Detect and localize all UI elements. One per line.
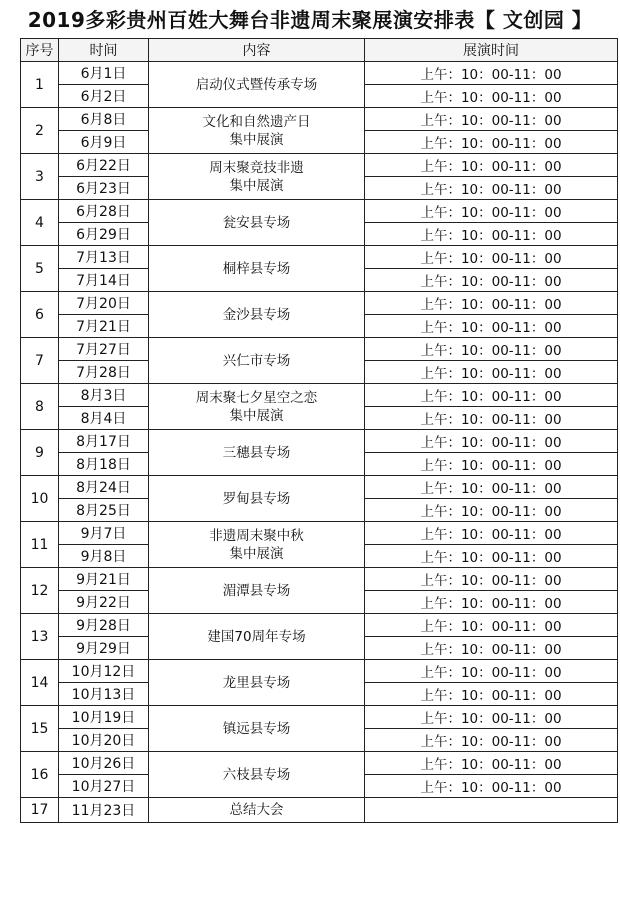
event-content (149, 798, 365, 823)
table-row (21, 108, 618, 131)
event-date: 10月20日 (59, 729, 149, 752)
event-time: 上午：10：00-11：00 (365, 177, 618, 200)
event-time: 上午：10：00-11：00 (365, 338, 618, 361)
event-time: 上午：10：00-11：00 (365, 637, 618, 660)
event-content (149, 522, 365, 568)
event-content (149, 568, 365, 614)
event-date: 7月20日 (59, 292, 149, 315)
event-time: 上午：10：00-11：00 (365, 752, 618, 775)
event-content-line: 文化和自然遗产日 (202, 113, 311, 130)
event-date: 7月21日 (59, 315, 149, 338)
event-date: 6月1日 (59, 62, 149, 85)
event-date: 6月23日 (59, 177, 149, 200)
event-content-line: 周末聚竞技非遗 (209, 159, 304, 176)
table-row (21, 798, 618, 823)
event-content (149, 384, 365, 430)
table-row (21, 200, 618, 223)
table-row (21, 568, 618, 591)
schedule-table-wrapper (20, 38, 618, 823)
event-content (149, 62, 365, 108)
header-content: 内容 (149, 39, 365, 62)
event-time: 上午：10：00-11：00 (365, 131, 618, 154)
event-date: 6月2日 (59, 85, 149, 108)
schedule-table (20, 38, 618, 823)
event-date: 7月27日 (59, 338, 149, 361)
event-time: 上午：10：00-11：00 (365, 361, 618, 384)
event-time: 上午：10：00-11：00 (365, 384, 618, 407)
table-row (21, 476, 618, 499)
row-number: 13 (21, 614, 59, 660)
event-content (149, 200, 365, 246)
event-date: 10月27日 (59, 775, 149, 798)
event-date: 8月17日 (59, 430, 149, 453)
event-time: 上午：10：00-11：00 (365, 729, 618, 752)
event-time: 上午：10：00-11：00 (365, 568, 618, 591)
header-date: 时间 (59, 39, 149, 62)
table-row (21, 660, 618, 683)
event-date: 6月22日 (59, 154, 149, 177)
table-row (21, 154, 618, 177)
event-content (149, 338, 365, 384)
event-date: 7月14日 (59, 269, 149, 292)
event-date: 6月28日 (59, 200, 149, 223)
event-content-line: 六枝县专场 (222, 766, 291, 783)
event-content-line: 镇远县专场 (222, 720, 291, 737)
row-number: 17 (21, 798, 59, 823)
event-time: 上午：10：00-11：00 (365, 292, 618, 315)
event-content-line: 罗甸县专场 (222, 490, 291, 507)
event-content (149, 752, 365, 798)
event-date: 8月25日 (59, 499, 149, 522)
event-content (149, 430, 365, 476)
event-date: 6月9日 (59, 131, 149, 154)
event-content (149, 614, 365, 660)
event-content (149, 108, 365, 154)
table-row (21, 522, 618, 545)
event-content-line: 集中展演 (229, 545, 284, 562)
table-row (21, 752, 618, 775)
event-content-line: 瓮安县专场 (222, 214, 291, 231)
event-time (365, 798, 618, 823)
row-number: 6 (21, 292, 59, 338)
event-time: 上午：10：00-11：00 (365, 591, 618, 614)
event-time: 上午：10：00-11：00 (365, 62, 618, 85)
event-date: 8月18日 (59, 453, 149, 476)
event-date: 9月7日 (59, 522, 149, 545)
event-content (149, 660, 365, 706)
event-time: 上午：10：00-11：00 (365, 246, 618, 269)
table-row (21, 706, 618, 729)
table-row (21, 292, 618, 315)
event-date: 9月29日 (59, 637, 149, 660)
event-date: 9月8日 (59, 545, 149, 568)
row-number: 9 (21, 430, 59, 476)
event-time: 上午：10：00-11：00 (365, 706, 618, 729)
event-date: 6月29日 (59, 223, 149, 246)
event-date: 8月4日 (59, 407, 149, 430)
page-title: 2019多彩贵州百姓大舞台非遗周末聚展演安排表【 文创园 】 (27, 8, 593, 32)
event-content-line: 兴仁市专场 (222, 352, 291, 369)
event-date: 10月13日 (59, 683, 149, 706)
event-content-line: 集中展演 (229, 131, 284, 148)
row-number: 14 (21, 660, 59, 706)
event-content-line: 金沙县专场 (222, 306, 291, 323)
table-row (21, 338, 618, 361)
row-number: 10 (21, 476, 59, 522)
event-content-line: 总结大会 (229, 802, 284, 818)
row-number: 7 (21, 338, 59, 384)
event-time: 上午：10：00-11：00 (365, 476, 618, 499)
event-content-line: 建国70周年专场 (207, 628, 306, 645)
event-time: 上午：10：00-11：00 (365, 522, 618, 545)
event-content (149, 706, 365, 752)
table-row (21, 62, 618, 85)
event-date: 9月21日 (59, 568, 149, 591)
row-number: 11 (21, 522, 59, 568)
event-date: 10月26日 (59, 752, 149, 775)
event-content (149, 476, 365, 522)
row-number: 15 (21, 706, 59, 752)
row-number: 1 (21, 62, 59, 108)
event-time: 上午：10：00-11：00 (365, 223, 618, 246)
event-time: 上午：10：00-11：00 (365, 108, 618, 131)
event-time: 上午：10：00-11：00 (365, 200, 618, 223)
row-number: 12 (21, 568, 59, 614)
event-date: 9月22日 (59, 591, 149, 614)
event-time: 上午：10：00-11：00 (365, 430, 618, 453)
event-date: 7月28日 (59, 361, 149, 384)
event-time: 上午：10：00-11：00 (365, 545, 618, 568)
event-date: 10月19日 (59, 706, 149, 729)
event-date: 7月13日 (59, 246, 149, 269)
row-number: 2 (21, 108, 59, 154)
row-number: 16 (21, 752, 59, 798)
event-content-line: 非遗周末聚中秋 (209, 527, 304, 544)
row-number: 3 (21, 154, 59, 200)
event-time: 上午：10：00-11：00 (365, 683, 618, 706)
event-content-line: 周末聚七夕星空之恋 (195, 389, 318, 406)
row-number: 4 (21, 200, 59, 246)
event-content (149, 154, 365, 200)
event-content-line: 桐梓县专场 (222, 260, 291, 277)
event-time: 上午：10：00-11：00 (365, 775, 618, 798)
table-header-row (21, 39, 618, 62)
event-time: 上午：10：00-11：00 (365, 85, 618, 108)
event-time: 上午：10：00-11：00 (365, 660, 618, 683)
event-content-line: 启动仪式暨传承专场 (195, 76, 318, 93)
event-time: 上午：10：00-11：00 (365, 154, 618, 177)
event-date: 11月23日 (59, 798, 149, 823)
table-row (21, 384, 618, 407)
event-content-line: 湄潭县专场 (222, 582, 291, 599)
event-date: 8月3日 (59, 384, 149, 407)
table-row (21, 430, 618, 453)
event-content-line: 三穗县专场 (222, 444, 291, 461)
event-time: 上午：10：00-11：00 (365, 614, 618, 637)
event-date: 9月28日 (59, 614, 149, 637)
event-time: 上午：10：00-11：00 (365, 269, 618, 292)
table-row (21, 246, 618, 269)
row-number: 8 (21, 384, 59, 430)
event-content (149, 246, 365, 292)
event-time: 上午：10：00-11：00 (365, 499, 618, 522)
table-body (21, 62, 618, 823)
event-time: 上午：10：00-11：00 (365, 453, 618, 476)
event-date: 10月12日 (59, 660, 149, 683)
row-number: 5 (21, 246, 59, 292)
event-date: 6月8日 (59, 108, 149, 131)
event-time: 上午：10：00-11：00 (365, 407, 618, 430)
event-date: 8月24日 (59, 476, 149, 499)
event-content-line: 集中展演 (229, 177, 284, 194)
event-content-line: 龙里县专场 (222, 674, 291, 691)
event-content (149, 292, 365, 338)
header-time: 展演时间 (365, 39, 618, 62)
table-row (21, 614, 618, 637)
event-time: 上午：10：00-11：00 (365, 315, 618, 338)
header-no: 序号 (21, 39, 59, 62)
event-content-line: 集中展演 (229, 407, 284, 424)
